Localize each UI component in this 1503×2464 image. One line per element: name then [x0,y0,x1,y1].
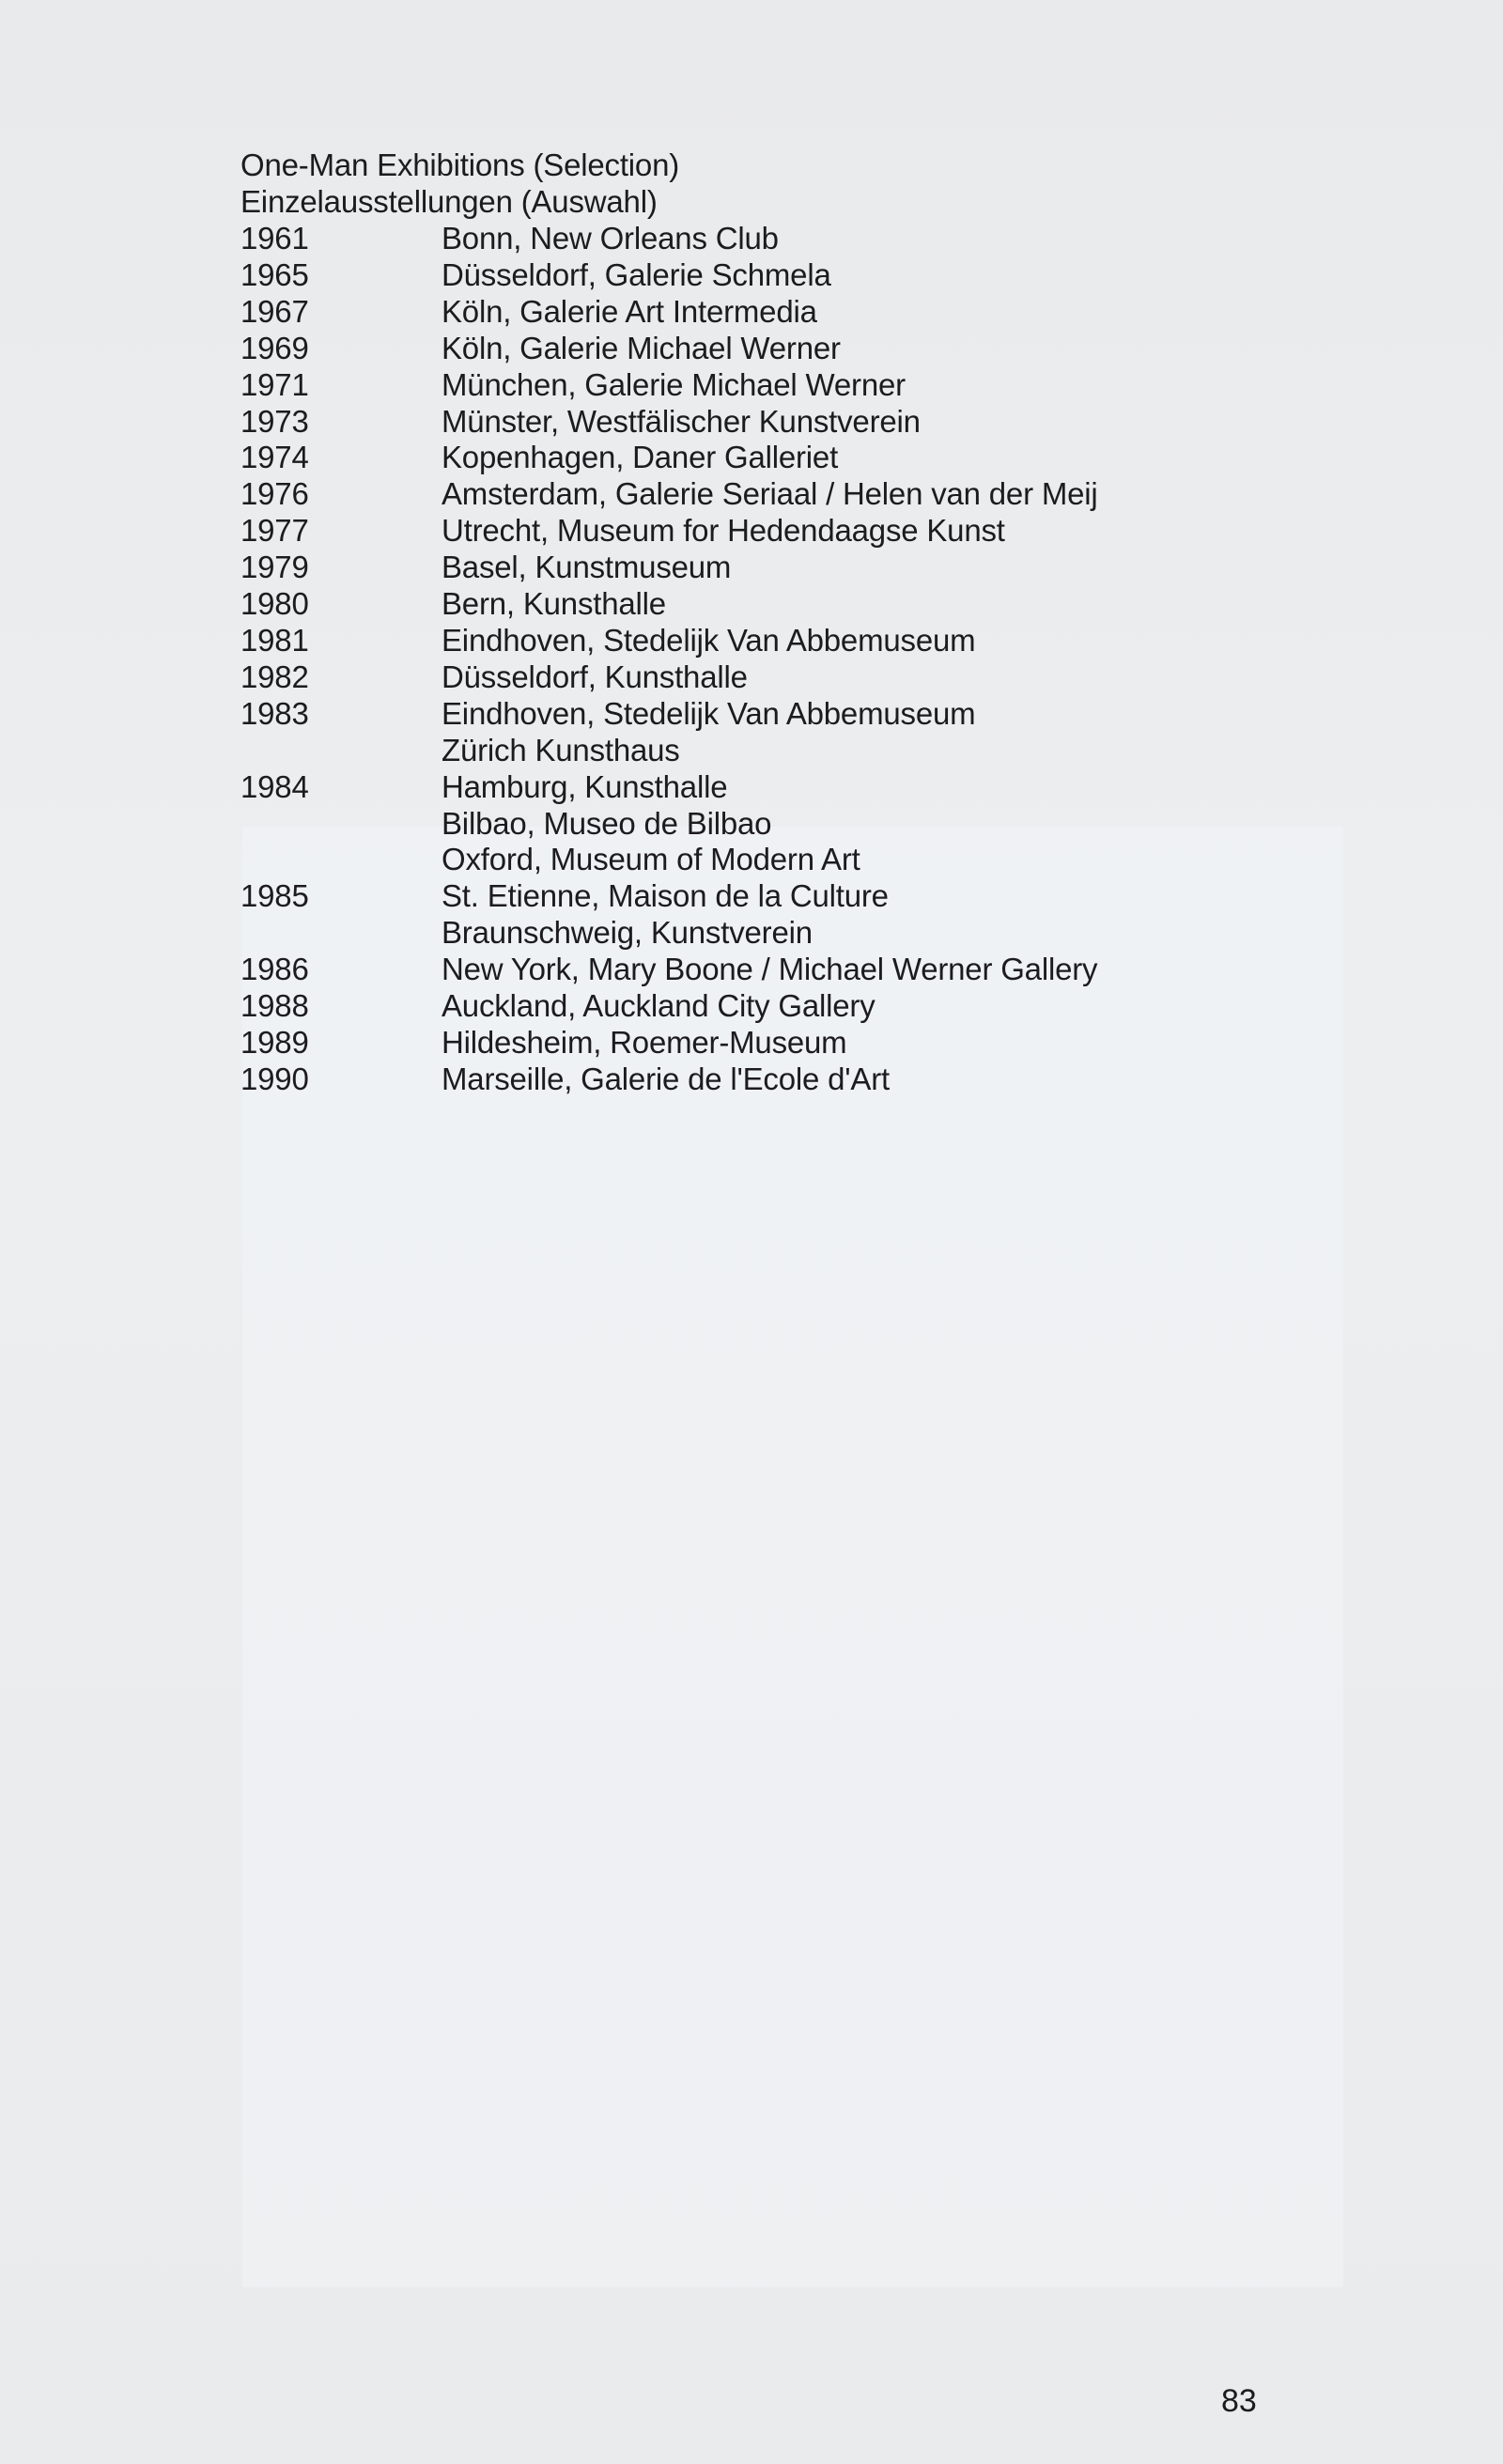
exhibition-venues [442,294,817,331]
exhibition-venue: Basel, Kunstmuseum [442,550,732,585]
exhibition-row [240,769,1098,879]
exhibition-year: 1976 [240,476,309,512]
exhibition-row [240,952,1098,988]
exhibition-venues [442,440,838,476]
exhibition-venue: Bonn, New Orleans Club [442,221,779,256]
exhibition-year: 1973 [240,403,309,439]
exhibition-row [240,659,1098,696]
exhibition-year: 1981 [240,622,309,658]
exhibition-year: 1983 [240,695,309,731]
section-heading [240,147,679,220]
exhibition-row [240,440,1098,476]
exhibition-year: 1990 [240,1061,309,1096]
exhibition-venue: Marseille, Galerie de l'Ecole d'Art [442,1061,890,1096]
page-number: 83 [1221,2383,1257,2419]
exhibition-venue: München, Galerie Michael Werner [442,366,906,402]
exhibition-row [240,988,1098,1025]
exhibition-year: 1988 [240,988,309,1024]
exhibition-list [240,221,1098,1098]
exhibition-year: 1980 [240,586,309,622]
exhibition-row [240,221,1098,257]
exhibition-year: 1984 [240,768,309,804]
exhibition-venues [442,257,831,294]
exhibition-year: 1974 [240,440,309,475]
exhibition-venues [442,659,748,696]
exhibition-year: 1982 [240,659,309,694]
exhibition-row [240,696,1098,769]
exhibition-venue: Auckland, Auckland City Gallery [442,988,875,1024]
exhibition-venue: Oxford, Museum of Modern Art [442,842,860,877]
exhibition-venues [442,769,860,879]
exhibition-year: 1977 [240,513,309,549]
exhibition-row [240,294,1098,331]
exhibition-year: 1986 [240,952,309,987]
exhibition-row [240,257,1098,294]
exhibition-row [240,331,1098,367]
exhibition-venue: Bilbao, Museo de Bilbao [442,805,772,841]
exhibition-row [240,586,1098,623]
exhibition-venues [442,550,731,586]
exhibition-row [240,1025,1098,1062]
exhibition-year: 1971 [240,366,309,402]
exhibition-year: 1985 [240,878,309,914]
exhibition-venues [442,221,779,257]
exhibition-venues [442,878,889,952]
exhibition-venue: New York, Mary Boone / Michael Werner Gallery [442,952,1098,987]
exhibition-venue: Düsseldorf, Kunsthalle [442,659,748,694]
exhibition-venue: Braunschweig, Kunstverein [442,915,813,951]
exhibition-venue: Hamburg, Kunsthalle [442,768,728,804]
exhibition-row [240,476,1098,513]
exhibition-row [240,404,1098,441]
exhibition-venue: Köln, Galerie Michael Werner [442,330,841,365]
exhibition-venue: Düsseldorf, Galerie Schmela [442,256,831,292]
exhibition-venues [442,952,1097,988]
exhibition-venue: Köln, Galerie Art Intermedia [442,293,817,329]
exhibition-year: 1967 [240,293,309,329]
exhibition-year: 1965 [240,256,309,292]
exhibition-row [240,623,1098,659]
exhibition-venue: Bern, Kunsthalle [442,586,666,622]
exhibition-venue: Eindhoven, Stedelijk Van Abbemuseum [442,695,976,731]
exhibition-year: 1989 [240,1024,309,1060]
exhibition-year: 1969 [240,330,309,365]
exhibition-venues [442,476,1098,513]
exhibition-year: 1979 [240,550,309,585]
exhibition-venues [442,623,975,659]
heading-german: Einzelausstellungen (Auswahl) [240,184,658,219]
exhibition-venue: Amsterdam, Galerie Seriaal / Helen van der Meij [442,476,1098,512]
exhibition-row [240,367,1098,404]
exhibition-year: 1961 [240,221,309,256]
exhibition-venues [442,586,666,623]
exhibition-venues [442,367,906,404]
exhibition-venues [442,404,921,441]
exhibition-venue: Münster, Westfälischer Kunstverein [442,403,921,439]
exhibition-venue: Hildesheim, Roemer-Museum [442,1024,847,1060]
exhibition-venue: Utrecht, Museum for Hedendaagse Kunst [442,513,1005,549]
heading-english: One-Man Exhibitions (Selection) [240,147,680,182]
exhibition-row [240,878,1098,952]
exhibition-venue: Eindhoven, Stedelijk Van Abbemuseum [442,622,976,658]
exhibition-row [240,513,1098,550]
exhibition-venues [442,1025,846,1062]
exhibition-venues [442,988,875,1025]
exhibition-venue: St. Etienne, Maison de la Culture [442,878,889,914]
exhibition-venue: Kopenhagen, Daner Galleriet [442,440,839,475]
exhibition-row [240,550,1098,586]
exhibition-venue: Zürich Kunsthaus [442,732,680,767]
exhibition-row [240,1062,1098,1098]
exhibition-venues [442,696,975,769]
exhibition-venues [442,1062,890,1098]
exhibition-venues [442,513,1005,550]
exhibition-venues [442,331,841,367]
